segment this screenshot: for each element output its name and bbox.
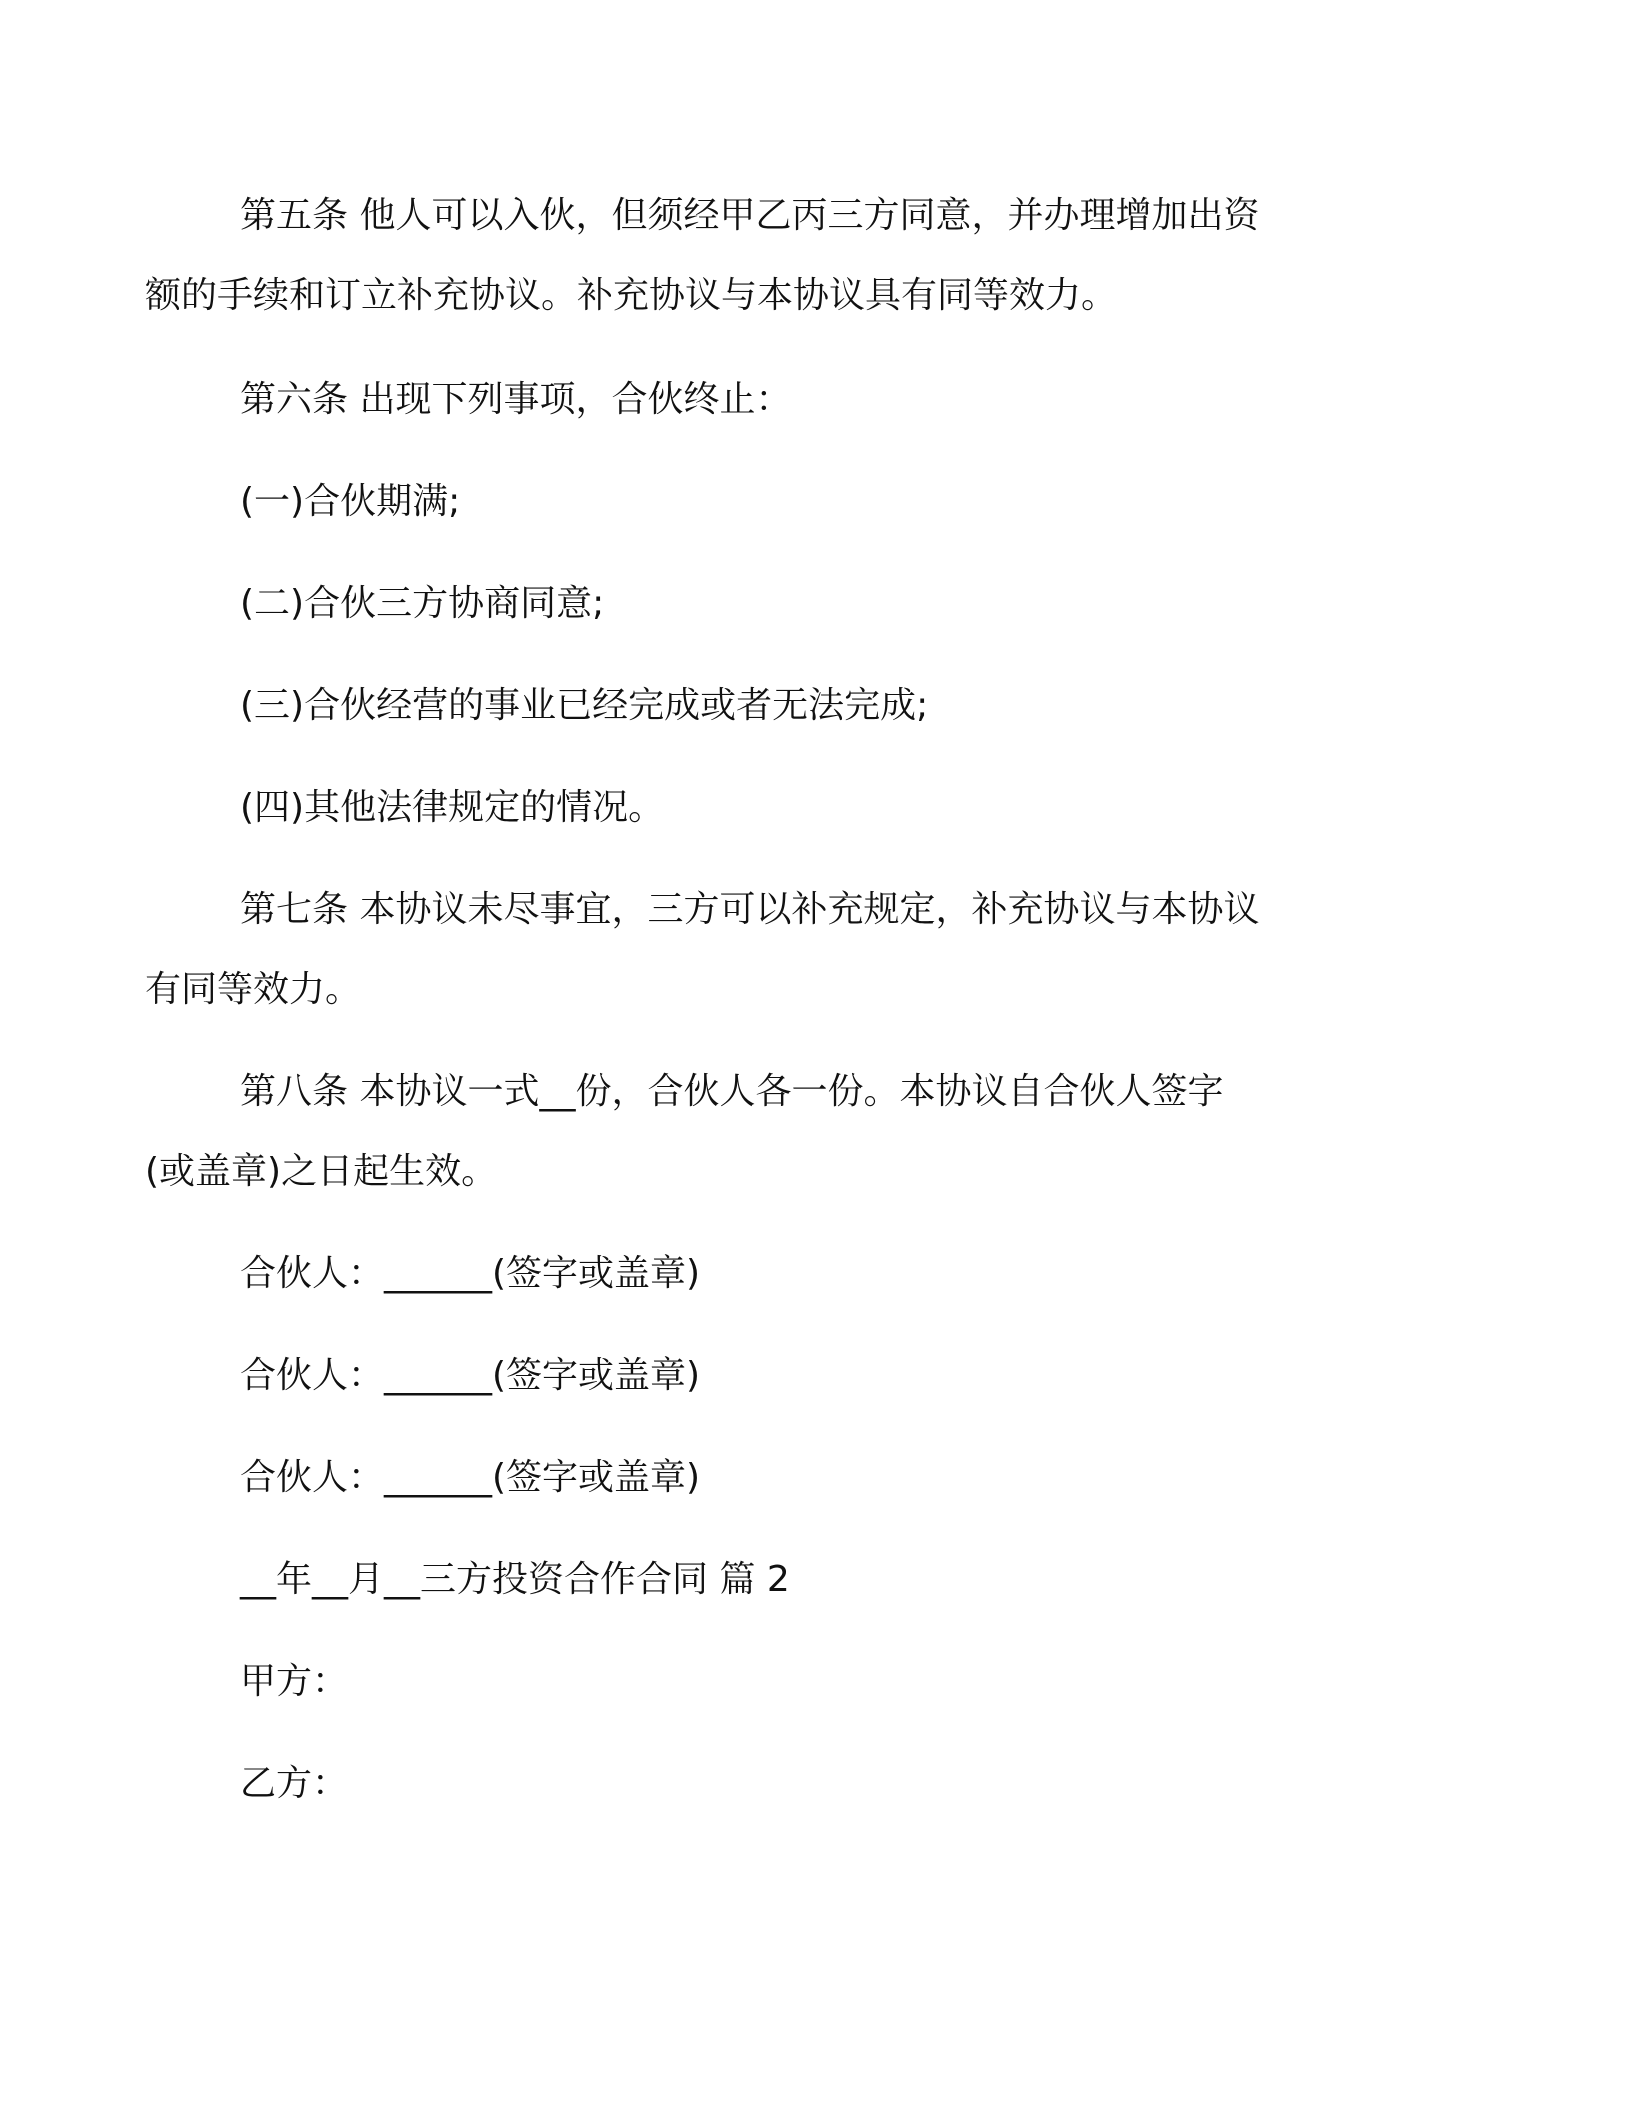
partner-signature-2-text: 合伙人：______(签字或盖章) [240,1355,701,1396]
termination-item-3 [240,666,1390,746]
date-and-contract-title [240,1540,1390,1620]
party-b [240,1744,1390,1824]
termination-item-1 [240,462,1390,542]
article-8-line-2: (或盖章)之日起生效。 [145,1151,498,1192]
article-5 [145,176,1390,336]
termination-item-3-text: (三)合伙经营的事业已经完成或者无法完成; [240,685,929,726]
article-8 [145,1052,1390,1212]
termination-item-1-text: (一)合伙期满; [240,481,461,522]
partner-signature-3 [240,1438,1390,1518]
party-a [240,1642,1390,1722]
termination-item-4 [240,768,1390,848]
article-6 [240,360,1390,440]
article-6-line-1: 第六条 出现下列事项，合伙终止： [240,379,792,420]
article-7-line-1: 第七条 本协议未尽事宜，三方可以补充规定，补充协议与本协议 [240,889,1260,930]
party-a-label: 甲方： [240,1661,349,1702]
article-7 [145,870,1390,1030]
party-b-label: 乙方： [240,1763,349,1804]
partner-signature-1-text: 合伙人：______(签字或盖章) [240,1253,701,1294]
partner-signature-2 [240,1336,1390,1416]
date-and-contract-title-text: __年__月__三方投资合作合同 篇 2 [240,1559,790,1600]
article-7-line-2: 有同等效力。 [145,969,362,1010]
article-5-line-2: 额的手续和订立补充协议。补充协议与本协议具有同等效力。 [145,275,1118,316]
termination-item-4-text: (四)其他法律规定的情况。 [240,787,665,828]
partner-signature-1 [240,1234,1390,1314]
article-8-line-1: 第八条 本协议一式__份，合伙人各一份。本协议自合伙人签字 [240,1071,1224,1112]
partner-signature-3-text: 合伙人：______(签字或盖章) [240,1457,701,1498]
article-5-line-1: 第五条 他人可以入伙，但须经甲乙丙三方同意，并办理增加出资 [240,195,1260,236]
termination-item-2 [240,564,1390,644]
termination-item-2-text: (二)合伙三方协商同意; [240,583,605,624]
